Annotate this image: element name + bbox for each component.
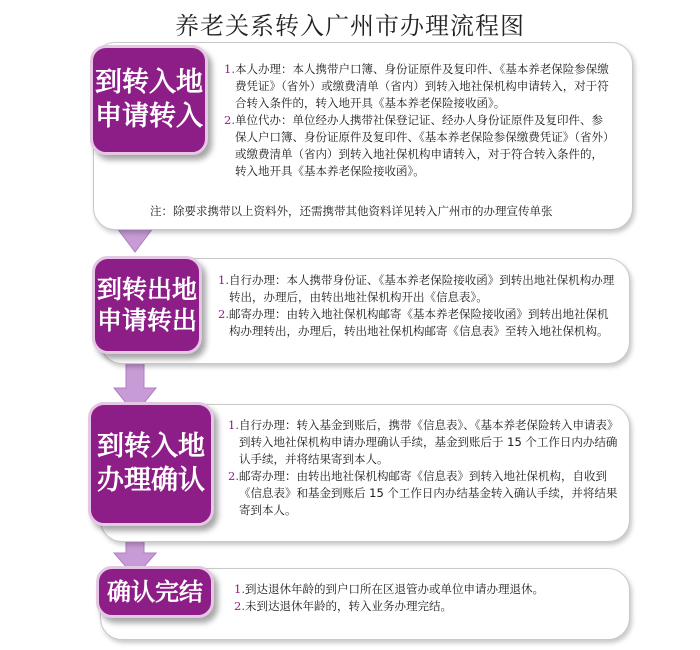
step-1-box: 到转入地 申请转入 xyxy=(90,45,208,155)
step-2-box: 到转出地 申请转出 xyxy=(92,256,202,354)
list-item: 1. 本人办理：本人携带户口簿、身份证原件及复印件、《基本养老保险参保缴费凭证》（省外）或缴费清单（省内）到转入地社保机构申请转入，对于符合转入条件的，转入地开具《基本养老保险接收函》。 xyxy=(224,62,609,110)
step-1-details xyxy=(224,61,612,180)
list-item: 2. 邮寄办理：由转入地社保机构邮寄《基本养老保险接收函》到转出地社保机构办理转出，办理后，转出地社保机构邮寄《信息表》至转入地社保机构。 xyxy=(218,307,609,338)
step-3-details xyxy=(228,417,620,519)
list-item: 1. 自行办理：转入基金到账后，携带《信息表》、《基本养老保险转入申请表》到转入地社保机构申请办理确认手续，基金到账后于 15 个工作日内办结确认手续，并将结果寄到本人。 xyxy=(228,418,619,466)
step-3-box: 到转入地 办理确认 xyxy=(88,402,214,526)
list-item: 2. 邮寄办理：由转出地社保机构邮寄《信息表》到转入地社保机构，自收到《信息表》和基金到账后 15 个工作日内办结基金转入确认手续，并将结果寄到本人。 xyxy=(228,469,618,517)
diagram-title: 养老关系转入广州市办理流程图 xyxy=(175,12,525,40)
list-item: 1. 到达退休年龄的到户口所在区退管办或单位申请办理退休。 xyxy=(234,582,544,596)
list-item: 1. 自行办理：本人携带身份证、《基本养老保险接收函》到转出地社保机构办理转出，办理后，由转出地社保机构开出《信息表》。 xyxy=(218,273,615,304)
step-4-details xyxy=(234,581,620,615)
step-2-details xyxy=(218,272,618,340)
list-item: 2. 未到达退休年龄的，转入业务办理完结。 xyxy=(234,599,452,613)
step-4-box: 确认完结 xyxy=(96,566,214,618)
list-item: 2. 单位代办：单位经办人携带社保登记证、经办人身份证原件及复印件、参保人户口簿、身份证原件及复印件、《基本养老保险参保缴费凭证》（省外）或缴费清单（省内）到转入地社保机构申请转入，对于符合转入条件的，转入地开具《基本养老保险接收函》。 xyxy=(224,113,609,178)
step-1-note: 注：除要求携带以上资料外，还需携带其他资料详见转入广州市的办理宣传单张 xyxy=(150,204,553,218)
